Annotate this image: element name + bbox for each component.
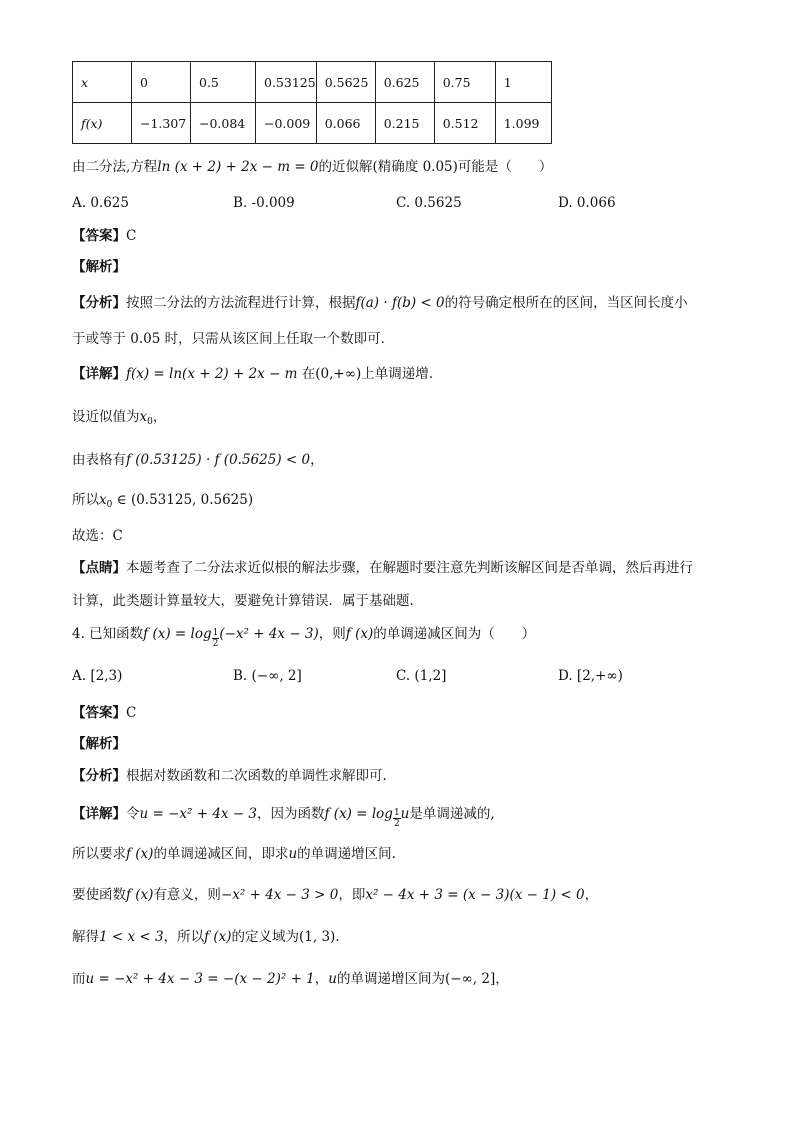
detail-text: ， — [495, 971, 509, 987]
detail-text: 要使函数 — [72, 887, 126, 903]
detail-function: f (x) = log — [324, 806, 393, 822]
q4-option-a: A. [2,3) — [72, 668, 123, 684]
answer-value: C — [126, 228, 137, 244]
value-table — [72, 61, 552, 144]
detail-function: f (x) — [204, 929, 232, 945]
table-cell: 0.215 — [375, 103, 434, 144]
detail-text: 解得 — [72, 929, 99, 945]
detail-text: ，即 — [338, 887, 366, 903]
detail-function: f (x) — [126, 887, 154, 903]
q4-prompt — [72, 624, 535, 649]
detail-interval: (1, 3) — [299, 929, 336, 945]
detail-inequality: −x² + 4x − 3 > 0 — [220, 887, 339, 903]
table-cell: 0.5 — [191, 62, 256, 103]
detail-variable: u — [328, 971, 337, 987]
table-header-fx: f(x) — [73, 103, 132, 144]
detail-text: 的单调递减区间，即求 — [153, 846, 289, 862]
set-subscript: 0 — [147, 417, 153, 427]
q3-review-line1 — [72, 558, 693, 578]
detail-text: 在 — [301, 366, 316, 382]
q4-detail-line2 — [72, 844, 396, 864]
table-cell: 1 — [495, 62, 551, 103]
fenxi-equation: f(a) · f(b) < 0 — [355, 295, 445, 311]
q4-option-b: B. (−∞, 2] — [233, 668, 302, 684]
answer-tag: 【答案】 — [72, 228, 126, 244]
q3-set-line — [72, 407, 166, 432]
q3-equation: ln (x + 2) + 2x − m = 0 — [157, 159, 319, 175]
table-cell: −0.009 — [256, 103, 317, 144]
fraction-denominator: 2 — [212, 639, 219, 649]
so-subscript: 0 — [106, 500, 113, 510]
fraction-denominator: 2 — [393, 819, 400, 829]
detail-variable: u — [288, 846, 298, 862]
q4-text: 的单调递减区间为（ ） — [373, 626, 536, 642]
table-cell: 0.53125 — [256, 62, 317, 103]
detail-text: 的定义域为 — [231, 929, 300, 945]
table-line-equation: f (0.53125) · f (0.5625) < 0 — [126, 452, 311, 468]
q3-table-line — [72, 450, 324, 470]
table-row-fx — [73, 103, 552, 144]
log-base-fraction — [393, 808, 401, 829]
q3-fenxi-line1 — [72, 293, 688, 313]
q4-fenxi — [72, 766, 387, 786]
fenxi-text: 根据对数函数和二次函数的单调性求解即可. — [126, 768, 387, 784]
detail-text: 是单调递减的, — [409, 806, 495, 822]
detail-tag: 【详解】 — [72, 366, 126, 382]
detail-text: ，因为函数 — [257, 806, 325, 822]
q3-detail-line1 — [72, 364, 433, 384]
answer-value: C — [126, 705, 137, 721]
q3-answer — [72, 226, 136, 246]
q3-review-line2: 计算，此类题计算量较大，要避免计算错误．属于基础题. — [72, 593, 414, 609]
table-cell: 0.512 — [434, 103, 495, 144]
detail-interval: (0,+∞) — [315, 366, 362, 382]
table-cell: 1.099 — [495, 103, 551, 144]
q3-choose: 故选：C — [72, 528, 123, 544]
detail-text: 的单调递增区间为 — [336, 971, 445, 987]
detail-text: 有意义，则 — [153, 887, 221, 903]
q4-detail-line4 — [72, 927, 340, 947]
detail-equation: f(x) = ln(x + 2) + 2x − m — [126, 366, 298, 382]
table-cell: −1.307 — [132, 103, 191, 144]
fraction-numerator: 1 — [393, 808, 400, 818]
detail-equation: u = −x² + 4x − 3 = −(x − 2)² + 1 — [85, 971, 315, 987]
q3-prompt — [72, 157, 552, 177]
so-equation: ∈ (0.53125, 0.5625) — [116, 492, 254, 508]
q4-fx: f (x) — [345, 626, 374, 642]
q4-option-d: D. [2,+∞) — [558, 668, 623, 684]
fenxi-text: 按照二分法的方法流程进行计算，根据 — [126, 295, 356, 311]
detail-text: . — [335, 929, 340, 945]
table-cell: 0.5625 — [316, 62, 375, 103]
detail-tag: 【详解】 — [72, 806, 126, 822]
fenxi-text: 的符号确定根所在的区间，当区间长度小 — [444, 295, 688, 311]
detail-text: ， — [314, 971, 329, 987]
detail-text: 所以要求 — [72, 846, 126, 862]
table-row-x — [73, 62, 552, 103]
detail-text: 的单调递增区间. — [297, 846, 396, 862]
fenxi-tag: 【分析】 — [72, 295, 126, 311]
fraction-numerator: 1 — [212, 628, 219, 638]
q3-analysis-tag: 【解析】 — [72, 259, 126, 275]
q3-fenxi-line2: 于或等于 0.05 时，只需从该区间上任取一个数即可． — [72, 331, 395, 347]
q3-prompt-tail: 的近似解(精确度 0.05)可能是（ ） — [318, 159, 553, 175]
detail-variable: u — [400, 806, 410, 822]
detail-interval: (−∞, 2] — [444, 971, 496, 987]
q4-detail-line1 — [72, 804, 495, 829]
so-text: 所以 — [72, 492, 99, 508]
table-cell: 0.75 — [434, 62, 495, 103]
table-cell: 0.625 — [375, 62, 434, 103]
so-variable: x — [99, 492, 107, 508]
q4-analysis-tag: 【解析】 — [72, 736, 126, 752]
q4-answer — [72, 703, 136, 723]
table-line-text: 由表格有 — [72, 452, 126, 468]
q4-argument: (−x² + 4x − 3) — [219, 626, 319, 642]
detail-text: ，所以 — [163, 929, 205, 945]
set-text: 设近似值为 — [72, 409, 140, 425]
review-tag: 【点睛】 — [72, 560, 126, 576]
detail-function: f (x) — [126, 846, 154, 862]
q4-function: f (x) = log — [143, 626, 212, 642]
q3-option-a: A. 0.625 — [72, 195, 129, 211]
detail-inequality: 1 < x < 3 — [99, 929, 164, 945]
table-header-x: x — [73, 62, 132, 103]
detail-text: 而 — [72, 971, 86, 987]
q4-text: ，则 — [318, 626, 346, 642]
q3-option-c: C. 0.5625 — [396, 195, 462, 211]
q4-number: 4. 已知函数 — [72, 626, 144, 642]
set-text: ， — [152, 409, 167, 425]
fenxi-tag: 【分析】 — [72, 768, 126, 784]
q3-option-b: B. -0.009 — [233, 195, 295, 211]
q3-so-line — [72, 490, 253, 515]
detail-text: 上单调递增. — [361, 366, 434, 382]
detail-equation: u = −x² + 4x − 3 — [139, 806, 258, 822]
detail-text: ， — [584, 887, 599, 903]
answer-tag: 【答案】 — [72, 705, 126, 721]
table-line-text: ， — [310, 452, 324, 468]
detail-text: 令 — [126, 806, 140, 822]
table-cell: 0 — [132, 62, 191, 103]
q4-option-c: C. (1,2] — [396, 668, 447, 684]
set-variable: x — [139, 409, 148, 425]
review-text: 本题考查了二分法求近似根的解法步骤，在解题时要注意先判断该解区间是否单调，然后再进行 — [126, 560, 693, 576]
q3-option-d: D. 0.066 — [558, 195, 616, 211]
q4-detail-line5 — [72, 969, 509, 989]
table-cell: 0.066 — [316, 103, 375, 144]
detail-factorization: x² − 4x + 3 = (x − 3)(x − 1) < 0 — [365, 887, 585, 903]
q4-detail-line3 — [72, 885, 598, 905]
table-cell: −0.084 — [191, 103, 256, 144]
q3-prompt-text: 由二分法,方程 — [72, 159, 158, 175]
